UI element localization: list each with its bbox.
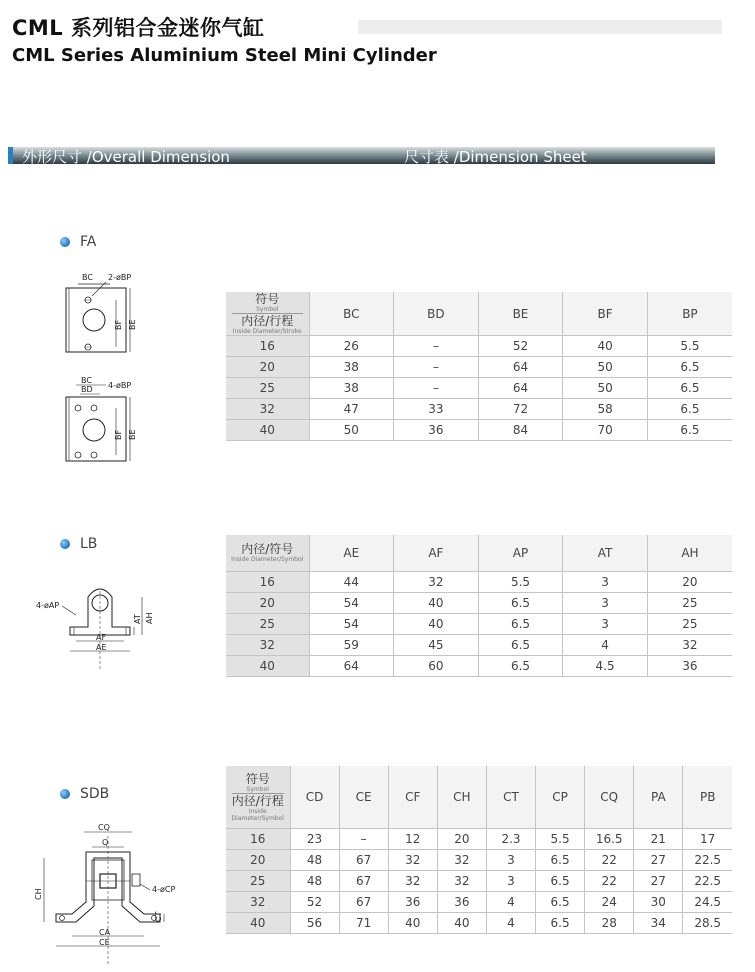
value-cell: 6.5 bbox=[647, 420, 732, 441]
fa-col-header: BF bbox=[563, 292, 648, 336]
lb-dim-af: AF bbox=[96, 633, 107, 642]
bore-cell: 16 bbox=[226, 828, 290, 849]
fa-col-header: BP bbox=[647, 292, 732, 336]
sdb-header-row bbox=[226, 766, 732, 828]
table-row bbox=[226, 828, 732, 849]
table-row bbox=[226, 613, 732, 634]
value-cell: 17 bbox=[683, 828, 732, 849]
bore-cell: 40 bbox=[226, 912, 290, 933]
sdb-dim-ch: CH bbox=[34, 888, 43, 900]
sdb-col-header: CH bbox=[437, 766, 486, 828]
fa1-dim-be: BE bbox=[128, 319, 137, 330]
model-sdb bbox=[60, 786, 109, 802]
value-cell: 40 bbox=[394, 613, 479, 634]
bore-cell: 32 bbox=[226, 399, 309, 420]
fa-corner-cell bbox=[226, 292, 309, 336]
value-cell: 40 bbox=[437, 912, 486, 933]
sdb-dim-ca: CA bbox=[99, 928, 111, 937]
value-cell: 6.5 bbox=[478, 592, 563, 613]
value-cell: 6.5 bbox=[536, 912, 585, 933]
sdb-dim-ce: CE bbox=[99, 938, 110, 947]
value-cell: 6.5 bbox=[478, 613, 563, 634]
value-cell: 52 bbox=[478, 336, 563, 357]
table-row bbox=[226, 891, 732, 912]
value-cell: 25 bbox=[647, 592, 732, 613]
value-cell: 52 bbox=[290, 891, 339, 912]
value-cell: 3 bbox=[563, 571, 648, 592]
fa-drawing-2 bbox=[50, 375, 150, 467]
value-cell: 36 bbox=[437, 891, 486, 912]
lb-corner-bore: 内径/符号 bbox=[241, 542, 294, 557]
value-cell: 6.5 bbox=[647, 399, 732, 420]
fa2-dim-bc: BC bbox=[81, 376, 92, 385]
value-cell: 6.5 bbox=[647, 357, 732, 378]
value-cell: 36 bbox=[388, 891, 437, 912]
value-cell: 67 bbox=[339, 870, 388, 891]
table-row bbox=[226, 592, 732, 613]
table-row bbox=[226, 870, 732, 891]
overall-dimension-label: 外形尺寸 /Overall Dimension bbox=[22, 148, 230, 166]
bore-cell: 20 bbox=[226, 357, 309, 378]
fa-drawing-1 bbox=[50, 270, 150, 360]
lb-dim-ah: AH bbox=[145, 612, 154, 624]
sdb-corner-bore-en: Inside Diameter/Symbol bbox=[231, 807, 284, 822]
value-cell: 50 bbox=[563, 378, 648, 399]
value-cell: 32 bbox=[437, 849, 486, 870]
value-cell: 6.5 bbox=[536, 870, 585, 891]
value-cell: 59 bbox=[309, 634, 394, 655]
value-cell: 32 bbox=[394, 571, 479, 592]
sdb-col-header: PB bbox=[683, 766, 732, 828]
value-cell: – bbox=[394, 378, 479, 399]
value-cell: 58 bbox=[563, 399, 648, 420]
sdb-dim-ct: CT bbox=[154, 911, 163, 922]
sdb-col-header: PA bbox=[634, 766, 683, 828]
value-cell: 27 bbox=[634, 870, 683, 891]
bore-cell: 20 bbox=[226, 592, 309, 613]
lb-header-row bbox=[226, 535, 732, 571]
bore-cell: 16 bbox=[226, 571, 309, 592]
sdb-corner-bore: 内径/行程 bbox=[231, 793, 284, 808]
lb-col-header: AT bbox=[563, 535, 648, 571]
sdb-col-header: CE bbox=[339, 766, 388, 828]
fa2-dim-bf: BF bbox=[114, 429, 123, 440]
value-cell: 50 bbox=[563, 357, 648, 378]
value-cell: 38 bbox=[309, 378, 394, 399]
value-cell: – bbox=[394, 357, 479, 378]
lb-dim-at: AT bbox=[133, 614, 142, 624]
fa-col-header: BE bbox=[478, 292, 563, 336]
table-row bbox=[226, 912, 732, 933]
sdb-corner-symbol-en: Symbol bbox=[246, 785, 269, 793]
value-cell: 47 bbox=[309, 399, 394, 420]
value-cell: 67 bbox=[339, 849, 388, 870]
model-lb bbox=[60, 536, 97, 552]
value-cell: 6.5 bbox=[478, 634, 563, 655]
table-row bbox=[226, 399, 732, 420]
value-cell: 24 bbox=[585, 891, 634, 912]
fa-header-row bbox=[226, 292, 732, 336]
value-cell: 5.5 bbox=[478, 571, 563, 592]
value-cell: 4 bbox=[486, 891, 535, 912]
bore-cell: 32 bbox=[226, 634, 309, 655]
bullet-icon bbox=[60, 237, 70, 247]
value-cell: 56 bbox=[290, 912, 339, 933]
sdb-col-header: CD bbox=[290, 766, 339, 828]
model-fa-label: FA bbox=[80, 234, 97, 250]
bore-cell: 40 bbox=[226, 420, 309, 441]
fa2-dim-bd: BD bbox=[81, 385, 93, 394]
fa-col-header: BC bbox=[309, 292, 394, 336]
sdb-drawing bbox=[28, 818, 188, 968]
value-cell: 36 bbox=[394, 420, 479, 441]
value-cell: 22.5 bbox=[683, 849, 732, 870]
value-cell: 5.5 bbox=[536, 828, 585, 849]
value-cell: 50 bbox=[309, 420, 394, 441]
model-lb-label: LB bbox=[80, 536, 98, 552]
table-row bbox=[226, 655, 732, 676]
value-cell: 60 bbox=[394, 655, 479, 676]
value-cell: 26 bbox=[309, 336, 394, 357]
bore-cell: 25 bbox=[226, 870, 290, 891]
bullet-icon bbox=[60, 789, 70, 799]
value-cell: 48 bbox=[290, 849, 339, 870]
value-cell: 45 bbox=[394, 634, 479, 655]
value-cell: 22 bbox=[585, 849, 634, 870]
value-cell: 22.5 bbox=[683, 870, 732, 891]
lb-dimension-table bbox=[226, 535, 732, 677]
value-cell: 32 bbox=[388, 849, 437, 870]
value-cell: 32 bbox=[388, 870, 437, 891]
value-cell: 64 bbox=[478, 357, 563, 378]
lb-col-header: AH bbox=[647, 535, 732, 571]
value-cell: 25 bbox=[647, 613, 732, 634]
value-cell: 24.5 bbox=[683, 891, 732, 912]
value-cell: 64 bbox=[309, 655, 394, 676]
value-cell: 20 bbox=[437, 828, 486, 849]
table-row bbox=[226, 378, 732, 399]
value-cell: 3 bbox=[486, 849, 535, 870]
sdb-col-header: CP bbox=[536, 766, 585, 828]
lb-col-header: AP bbox=[478, 535, 563, 571]
table-row bbox=[226, 420, 732, 441]
fa1-dim-hole: 2-øBP bbox=[108, 273, 132, 282]
value-cell: 30 bbox=[634, 891, 683, 912]
section-accent bbox=[8, 147, 13, 164]
model-fa bbox=[60, 234, 96, 250]
lb-col-header: AE bbox=[309, 535, 394, 571]
value-cell: 67 bbox=[339, 891, 388, 912]
value-cell: 6.5 bbox=[478, 655, 563, 676]
sdb-col-header: CT bbox=[486, 766, 535, 828]
value-cell: 84 bbox=[478, 420, 563, 441]
table-row bbox=[226, 849, 732, 870]
value-cell: – bbox=[394, 336, 479, 357]
bullet-icon bbox=[60, 539, 70, 549]
value-cell: 28.5 bbox=[683, 912, 732, 933]
value-cell: 64 bbox=[478, 378, 563, 399]
value-cell: 40 bbox=[388, 912, 437, 933]
bore-cell: 40 bbox=[226, 655, 309, 676]
value-cell: 21 bbox=[634, 828, 683, 849]
fa-corner-bore: 内径/行程 bbox=[241, 314, 294, 328]
bore-cell: 25 bbox=[226, 613, 309, 634]
value-cell: – bbox=[339, 828, 388, 849]
value-cell: 40 bbox=[563, 336, 648, 357]
value-cell: 28 bbox=[585, 912, 634, 933]
bore-cell: 16 bbox=[226, 336, 309, 357]
value-cell: 3 bbox=[486, 870, 535, 891]
value-cell: 4.5 bbox=[563, 655, 648, 676]
fa-dimension-table bbox=[226, 292, 732, 441]
fa-corner-symbol: 符号 bbox=[255, 292, 280, 306]
value-cell: 54 bbox=[309, 592, 394, 613]
fa1-dim-bc: BC bbox=[82, 273, 93, 282]
bore-cell: 20 bbox=[226, 849, 290, 870]
value-cell: 38 bbox=[309, 357, 394, 378]
lb-col-header: AF bbox=[394, 535, 479, 571]
value-cell: 54 bbox=[309, 613, 394, 634]
value-cell: 32 bbox=[647, 634, 732, 655]
sdb-corner-symbol: 符号 bbox=[245, 771, 270, 786]
sdb-dim-q: Q bbox=[102, 838, 109, 847]
value-cell: 6.5 bbox=[647, 378, 732, 399]
value-cell: 32 bbox=[437, 870, 486, 891]
value-cell: 23 bbox=[290, 828, 339, 849]
sdb-dim-hole: 4-øCP bbox=[152, 885, 176, 894]
value-cell: 48 bbox=[290, 870, 339, 891]
dimension-sheet-label: 尺寸表 /Dimension Sheet bbox=[404, 148, 587, 166]
table-row bbox=[226, 571, 732, 592]
value-cell: 36 bbox=[647, 655, 732, 676]
fa-corner-symbol-en: Symbol bbox=[256, 306, 279, 313]
table-row bbox=[226, 336, 732, 357]
table-row bbox=[226, 357, 732, 378]
value-cell: 16.5 bbox=[585, 828, 634, 849]
fa-corner-bore-en: Inside Diameter/Stroke bbox=[232, 328, 302, 335]
value-cell: 70 bbox=[563, 420, 648, 441]
lb-corner-cell bbox=[226, 535, 309, 571]
value-cell: 5.5 bbox=[647, 336, 732, 357]
value-cell: 44 bbox=[309, 571, 394, 592]
value-cell: 72 bbox=[478, 399, 563, 420]
fa2-dim-be: BE bbox=[128, 429, 137, 440]
fa1-dim-bf: BF bbox=[114, 319, 123, 330]
value-cell: 6.5 bbox=[536, 849, 585, 870]
value-cell: 22 bbox=[585, 870, 634, 891]
value-cell: 27 bbox=[634, 849, 683, 870]
table-row bbox=[226, 634, 732, 655]
value-cell: 71 bbox=[339, 912, 388, 933]
value-cell: 12 bbox=[388, 828, 437, 849]
value-cell: 33 bbox=[394, 399, 479, 420]
fa2-dim-hole: 4-øBP bbox=[108, 381, 132, 390]
page-title-cn: CML 系列铝合金迷你气缸 bbox=[12, 16, 265, 40]
bore-cell: 25 bbox=[226, 378, 309, 399]
lb-drawing bbox=[30, 575, 160, 670]
page-title-en: CML Series Aluminium Steel Mini Cylinder bbox=[12, 45, 437, 66]
sdb-dimension-table bbox=[226, 766, 732, 934]
value-cell: 4 bbox=[563, 634, 648, 655]
sdb-corner-cell bbox=[226, 766, 290, 828]
value-cell: 20 bbox=[647, 571, 732, 592]
lb-corner-bore-en: Inside Diameter/Symbol bbox=[231, 556, 304, 564]
value-cell: 34 bbox=[634, 912, 683, 933]
sdb-dim-cq: CQ bbox=[98, 823, 110, 832]
value-cell: 3 bbox=[563, 613, 648, 634]
value-cell: 6.5 bbox=[536, 891, 585, 912]
lb-dim-ae: AE bbox=[96, 643, 107, 652]
lb-dim-hole: 4-øAP bbox=[36, 601, 60, 610]
bore-cell: 32 bbox=[226, 891, 290, 912]
section-band bbox=[8, 147, 715, 164]
model-sdb-label: SDB bbox=[80, 786, 110, 802]
title-decor-bar bbox=[358, 20, 722, 34]
sdb-col-header: CF bbox=[388, 766, 437, 828]
value-cell: 3 bbox=[563, 592, 648, 613]
value-cell: 2.3 bbox=[486, 828, 535, 849]
sdb-col-header: CQ bbox=[585, 766, 634, 828]
value-cell: 40 bbox=[394, 592, 479, 613]
fa-col-header: BD bbox=[394, 292, 479, 336]
value-cell: 4 bbox=[486, 912, 535, 933]
